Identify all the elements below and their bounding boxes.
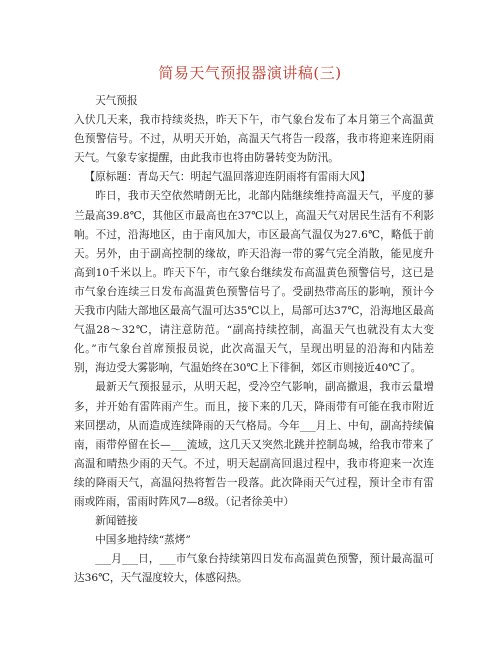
paragraph-subheading: 中国多地持续“蒸烤”: [95, 534, 191, 547]
paragraph-final: ___月___日，___市气象台持续第四日发布高温黄色预警，预计最高温可达36℃，天气湿度较大，体感闷热。: [74, 553, 434, 585]
paragraph-intro: 入伏几天来，我市持续炎热，昨天下午，市气象台发布了本月第三个高温黄色预警信号。不过，从明天开始，高温天气将告一段落，我市将迎来连阴雨天气。气象专家提醒，由此我市也将由防暑转变为防汛。: [74, 114, 434, 165]
document-title: 简易天气预报器演讲稿(三): [158, 64, 342, 82]
paragraph-forecast: 最新天气预报显示，从明天起，受冷空气影响，副高撤退，我市云量增多，并开始有雷阵雨产生。而且，接下来的几天，降雨带有可能在我市附近来回摆动，从而造成连续降雨的天气格局。今年___月上、中旬，副高持续偏南，雨带停留在长—___流域，这几天又突然北跳并控制岛城，给我市带来了高温和晴热少雨的天气。不过，明天起副高回退过程中，我市将迎来一次连续的降雨天气，高温闷热将暂告一段落。此次降雨天气过程，预计全市有雷雨或阵雨，雷雨时阵风7—8级。（记者徐美中）: [74, 381, 434, 508]
paragraph-yesterday: 昨日，我市天空依然晴朗无比，北部内陆继续维持高温天气，平度的蓼兰最高39.8℃，其他区市最高也在37℃以上，高温天气对居民生活有不利影响。不过，沿海地区，由于南风加大，市区最高气温仅为27.6℃，略低于前天。另外，由于副高控制的缘故，昨天沿海一带的雾气完全消散，能见度升高到10千米以上。昨天下午，市气象台继续发布高温黄色预警信号，这已是市气象台连续三日发布高温黄色预警信号了。受副热带高压的影响，预计今天我市内陆大部地区最高气温可达35℃以上，局部可达37℃，沿海地区最高气温28～32℃，请注意防范。“副高持续控制，高温天气也就没有太大变化。”市气象台首席预报员说，此次高温天气，呈现出明显的沿海和内陆差别，海边受大雾影响，气温始终在30℃上下徘徊，郊区市则接近40℃了。: [74, 190, 434, 375]
paragraph-news-link: 新闻链接: [95, 515, 138, 528]
paragraph-heading-weather: 天气预报: [95, 95, 138, 107]
paragraph-original-title: 【原标题：青岛天气：明起气温回落迎连阴雨将有雷雨大风】: [84, 171, 371, 184]
document-body: [74, 92, 434, 588]
